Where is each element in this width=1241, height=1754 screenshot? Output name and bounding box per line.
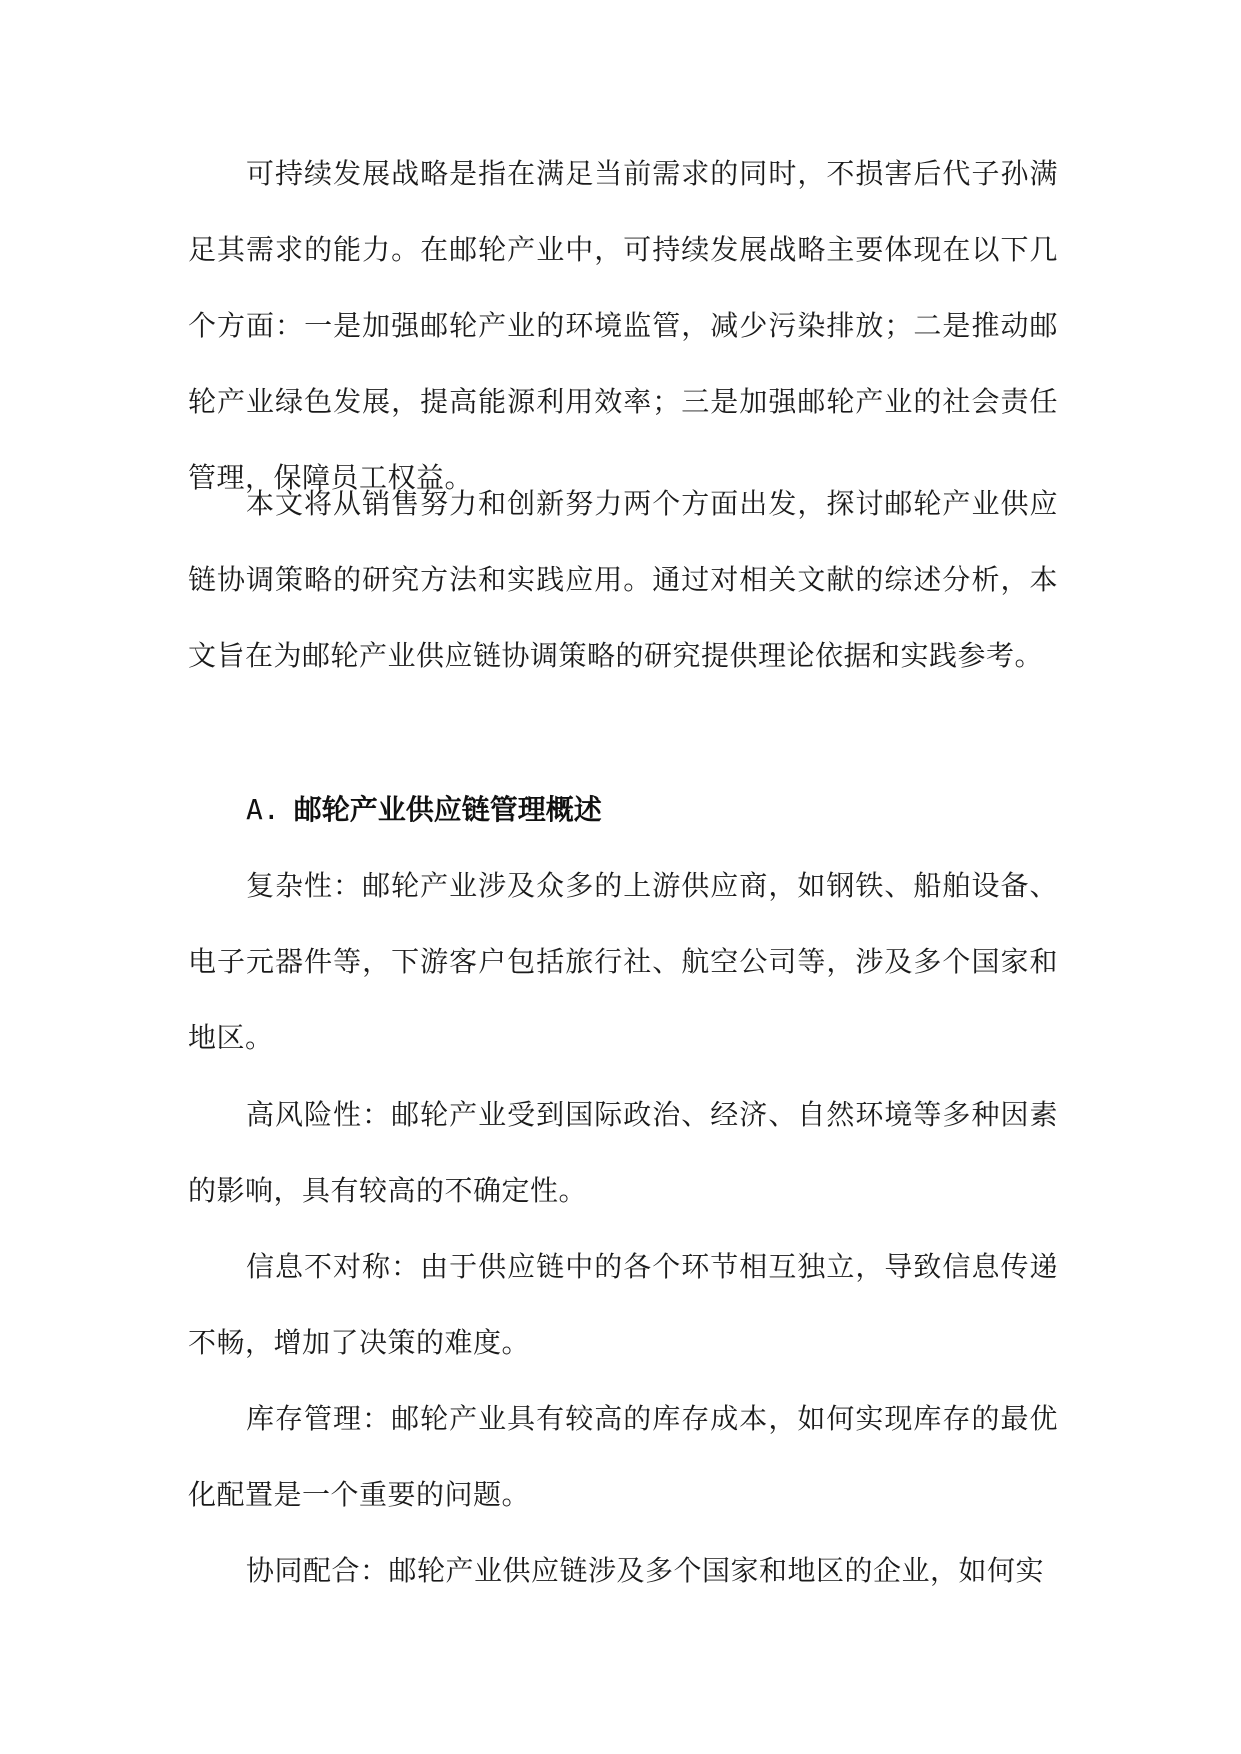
paragraph-inventory-management: 库存管理：邮轮产业具有较高的库存成本，如何实现库存的最优化配置是一个重要的问题。 xyxy=(188,1402,1058,1511)
paragraph-high-risk: 高风险性：邮轮产业受到国际政治、经济、自然环境等多种因素的影响，具有较高的不确定性。 xyxy=(188,1098,1058,1207)
section-title: 邮轮产业供应链管理概述 xyxy=(293,793,602,826)
paragraph-sustainable-strategy: 可持续发展战略是指在满足当前需求的同时，不损害后代子孙满足其需求的能力。在邮轮产业中，可持续发展战略主要体现在以下几个方面：一是加强邮轮产业的环境监管，减少污染排放；二是推动邮轮产业绿色发展，提高能源利用效率；三是加强邮轮产业的社会责任管理，保障员工权益。 xyxy=(188,157,1058,494)
paragraph-information-asymmetry: 信息不对称：由于供应链中的各个环节相互独立，导致信息传递不畅，增加了决策的难度。 xyxy=(188,1250,1058,1359)
section-marker: A. xyxy=(246,793,280,826)
paragraph-coordination: 协同配合：邮轮产业供应链涉及多个国家和地区的企业，如何实 xyxy=(246,1554,1045,1587)
section-heading xyxy=(246,772,602,848)
paragraph-complexity: 复杂性：邮轮产业涉及众多的上游供应商，如钢铁、船舶设备、电子元器件等，下游客户包括旅行社、航空公司等，涉及多个国家和地区。 xyxy=(188,869,1058,1054)
paragraph-article-purpose: 本文将从销售努力和创新努力两个方面出发，探讨邮轮产业供应链协调策略的研究方法和实践应用。通过对相关文献的综述分析，本文旨在为邮轮产业供应链协调策略的研究提供理论依据和实践参考。 xyxy=(188,487,1058,672)
